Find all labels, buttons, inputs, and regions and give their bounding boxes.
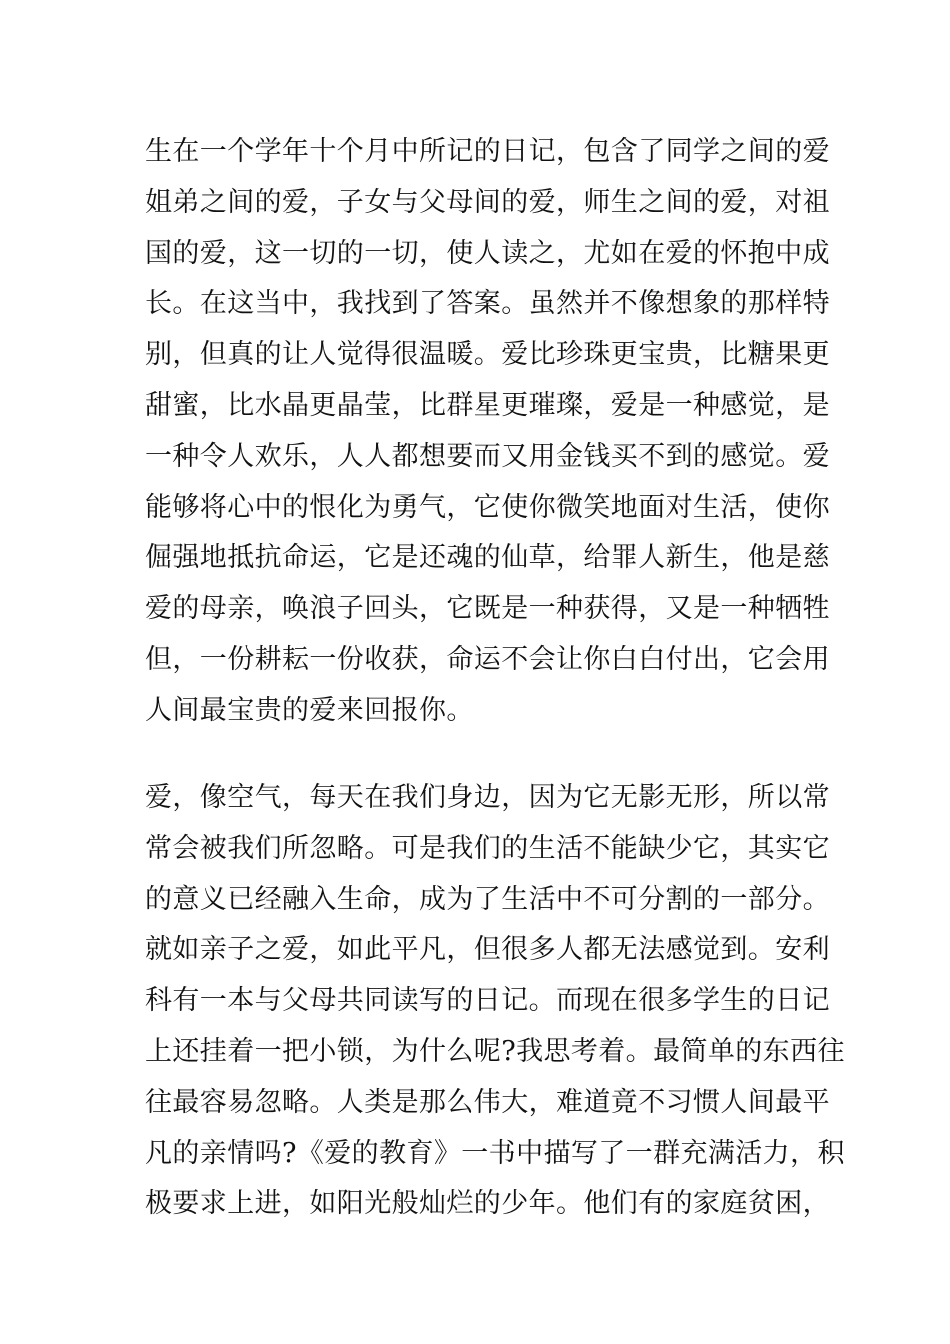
text-line: 爱，像空气，每天在我们身边，因为它无影无形，所以常 (145, 782, 830, 813)
text-line: 上还挂着一把小锁，为什么呢?我思考着。最简单的东西往 (145, 1035, 845, 1067)
text-line: 姐弟之间的爱，子女与父母间的爱，师生之间的爱，对祖 (145, 186, 830, 218)
paragraph-2 (145, 773, 845, 1230)
text-line: 一种令人欢乐，人人都想要而又用金钱买不到的感觉。爱 (145, 440, 830, 472)
text-line: 科有一本与父母共同读写的日记。而现在很多学生的日记 (145, 985, 830, 1017)
text-line: 常会被我们所忽略。可是我们的生活不能缺少它，其实它 (145, 832, 830, 864)
text-line: 国的爱，这一切的一切，使人读之，尤如在爱的怀抱中成 (145, 237, 830, 269)
text-line: 就如亲子之爱，如此平凡，但很多人都无法感觉到。安利 (145, 934, 830, 966)
text-line: 爱的母亲，唤浪子回头，它既是一种获得，又是一种牺牲 (145, 593, 830, 625)
text-line: 但，一份耕耘一份收获，命运不会让你白白付出，它会用 (145, 643, 830, 675)
text-line: 别，但真的让人觉得很温暖。爱比珍珠更宝贵，比糖果更 (145, 339, 830, 371)
text-line: 人间最宝贵的爱来回报你。 (145, 694, 474, 726)
text-line: 的意义已经融入生命，成为了生活中不可分割的一部分。 (145, 883, 830, 915)
text-line: 甜蜜，比水晶更晶莹，比群星更璀璨，爱是一种感觉，是 (145, 389, 830, 421)
text-line: 生在一个学年十个月中所记的日记，包含了同学之间的爱 (145, 136, 830, 167)
text-line: 往最容易忽略。人类是那么伟大，难道竟不习惯人间最平 (145, 1086, 830, 1118)
text-line: 长。在这当中，我找到了答案。虽然并不像想象的那样特 (145, 288, 830, 320)
text-line: 凡的亲情吗?《爱的教育》一书中描写了一群充满活力，积 (145, 1137, 845, 1169)
text-line: 能够将心中的恨化为勇气，它使你微笑地面对生活，使你 (145, 491, 830, 523)
text-line: 极要求上进，如阳光般灿烂的少年。他们有的家庭贫困， (145, 1188, 830, 1220)
paragraph-1 (145, 127, 830, 737)
text-line: 倔强地抵抗命运，它是还魂的仙草，给罪人新生，他是慈 (145, 542, 830, 574)
